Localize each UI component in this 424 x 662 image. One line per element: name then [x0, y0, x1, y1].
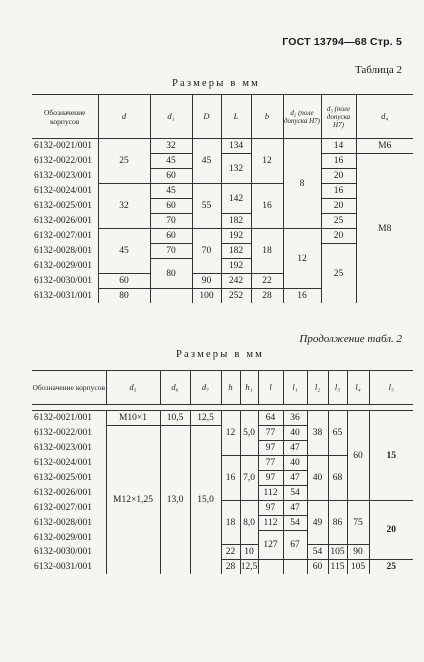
cell-l3: 65 — [328, 411, 347, 456]
cell-d: 45 — [98, 229, 150, 274]
units-label: Размеры в мм — [172, 78, 261, 89]
cell-l: 127 — [258, 531, 283, 560]
row-designation: 6132-0030/001 — [32, 545, 106, 560]
cell-L: 252 — [221, 289, 251, 304]
cell-d1: 70 — [150, 214, 192, 229]
cell-L: 132 — [221, 154, 251, 184]
cell-b: 18 — [251, 229, 283, 274]
row-designation: 6132-0021/001 — [32, 411, 106, 426]
cell-D: 55 — [192, 184, 221, 229]
cell-d6: 10,5 — [160, 411, 190, 426]
cell-l4: 90 — [347, 545, 369, 560]
row-designation: 6132-0028/001 — [32, 516, 106, 531]
cell-l: 97 — [258, 501, 283, 516]
cell-h1: 7,0 — [240, 456, 258, 501]
col-header-d5: d₅ — [106, 371, 160, 405]
cell-h1: 8,0 — [240, 501, 258, 545]
cell-h: 12 — [221, 411, 240, 456]
cell-d1: 60 — [150, 169, 192, 184]
cell-L: 134 — [221, 139, 251, 154]
cell-h: 28 — [221, 560, 240, 575]
row-designation: 6132-0021/001 — [32, 139, 98, 154]
cell-d7: 12,5 — [190, 411, 221, 426]
cell-d3: 14 — [321, 139, 356, 154]
row-designation: 6132-0027/001 — [32, 229, 98, 244]
cell-d2: 12 — [283, 229, 321, 289]
cell-h1: 12,5 — [240, 560, 258, 575]
cell-d: 25 — [98, 139, 150, 184]
cell-l1: 47 — [283, 501, 307, 516]
cell-L: 192 — [221, 229, 251, 244]
cell-d5: M12×1,25 — [106, 426, 160, 575]
row-designation: 6132-0030/001 — [32, 274, 98, 289]
row-designation: 6132-0025/001 — [32, 199, 98, 214]
row-designation: 6132-0023/001 — [32, 441, 106, 456]
cell-h: 18 — [221, 501, 240, 545]
cell-l4: 75 — [347, 501, 369, 545]
row-designation: 6132-0029/001 — [32, 531, 106, 545]
row-designation: 6132-0024/001 — [32, 456, 106, 471]
cell-l1: 47 — [283, 441, 307, 456]
cell-l1: 67 — [283, 531, 307, 560]
cell-d3: 20 — [321, 199, 356, 214]
row-designation: 6132-0026/001 — [32, 214, 98, 229]
cell-d3: 20 — [321, 169, 356, 184]
row-designation: 6132-0024/001 — [32, 184, 98, 199]
cell-l4: 105 — [347, 560, 369, 575]
cell-l2: 38 — [307, 411, 328, 456]
col-header-d2: d₂ (поле допуска H7) — [283, 95, 321, 139]
cell-l5: 25 — [369, 560, 413, 575]
cell-d3: 25 — [321, 244, 356, 304]
col-header-d7: d₇ — [190, 371, 221, 405]
cell-d: 60 — [98, 274, 150, 289]
cell-L: 182 — [221, 244, 251, 259]
cell-l1: 47 — [283, 471, 307, 486]
cell-l3: 86 — [328, 501, 347, 545]
cell-d4: M6 — [356, 139, 413, 154]
cell-d2: 16 — [283, 289, 321, 304]
cell-d3: 16 — [321, 154, 356, 169]
cell-d1: 45 — [150, 184, 192, 199]
cell-b: 12 — [251, 139, 283, 184]
cell-l: 97 — [258, 471, 283, 486]
page-header: ГОСТ 13794—68 Стр. 5 — [282, 36, 402, 48]
cell-d1: 32 — [150, 139, 192, 154]
cell-D: 45 — [192, 139, 221, 184]
row-designation: 6132-0025/001 — [32, 471, 106, 486]
row-designation: 6132-0022/001 — [32, 154, 98, 169]
cell-b: 28 — [251, 289, 283, 304]
cell-d: 80 — [98, 289, 150, 304]
col-header-d4: d₄ — [356, 95, 413, 139]
cell-d1-empty — [150, 289, 192, 304]
col-header-d: d — [98, 95, 150, 139]
cell-l1: 54 — [283, 486, 307, 501]
cell-b: 22 — [251, 274, 283, 289]
cell-d4: M8 — [356, 154, 413, 304]
cell-L: 192 — [221, 259, 251, 274]
cell-d2: 8 — [283, 139, 321, 229]
cell-h: 22 — [221, 545, 240, 560]
cell-h1: 5,0 — [240, 411, 258, 456]
col-header-designation: Обозначение корпусов — [32, 371, 106, 405]
cell-d1: 80 — [150, 259, 192, 289]
cell-d3: 25 — [321, 214, 356, 229]
cell-l: 112 — [258, 516, 283, 531]
col-header-b: b — [251, 95, 283, 139]
cell-l2: 40 — [307, 456, 328, 501]
cell-b: 16 — [251, 184, 283, 229]
cell-l: 77 — [258, 456, 283, 471]
dimensions-table — [32, 94, 413, 303]
cell-D: 100 — [192, 289, 221, 304]
cell-l1: 40 — [283, 426, 307, 441]
col-header-l3: l₃ — [328, 371, 347, 405]
cell-L: 242 — [221, 274, 251, 289]
cell-l: 77 — [258, 426, 283, 441]
col-header-designation: Обозначение корпусов — [32, 95, 98, 139]
cell-d6: 13,0 — [160, 426, 190, 575]
cell-l2: 54 — [307, 545, 328, 560]
cell-l1-empty — [283, 560, 307, 575]
cell-D: 90 — [192, 274, 221, 289]
cell-d5: M10×1 — [106, 411, 160, 426]
table-caption: Продолжение табл. 2 — [299, 333, 402, 345]
units-label: Размеры в мм — [176, 349, 265, 360]
col-header-l: l — [258, 371, 283, 405]
cell-l2: 60 — [307, 560, 328, 575]
cell-l1: 54 — [283, 516, 307, 531]
cell-h: 16 — [221, 456, 240, 501]
cell-l3: 68 — [328, 456, 347, 501]
cell-l3: 105 — [328, 545, 347, 560]
cell-l1: 36 — [283, 411, 307, 426]
cell-D: 70 — [192, 229, 221, 274]
cell-l5: 20 — [369, 501, 413, 560]
cell-d: 32 — [98, 184, 150, 229]
row-designation: 6132-0031/001 — [32, 560, 106, 575]
dimensions-table-continued — [32, 370, 413, 574]
cell-l1: 40 — [283, 456, 307, 471]
col-header-l5: l₅ — [369, 371, 413, 405]
cell-d7: 15,0 — [190, 426, 221, 575]
cell-L: 182 — [221, 214, 251, 229]
table-caption: Таблица 2 — [354, 64, 402, 76]
col-header-d3: d₃ (поле допуска H7) — [321, 95, 356, 139]
cell-d3: 16 — [321, 184, 356, 199]
cell-l3: 115 — [328, 560, 347, 575]
row-designation: 6132-0026/001 — [32, 486, 106, 501]
row-designation: 6132-0022/001 — [32, 426, 106, 441]
cell-d1: 70 — [150, 244, 192, 259]
col-header-l4: l₄ — [347, 371, 369, 405]
col-header-h: h — [221, 371, 240, 405]
cell-d1: 60 — [150, 199, 192, 214]
col-header-L: L — [221, 95, 251, 139]
col-header-D: D — [192, 95, 221, 139]
cell-L: 142 — [221, 184, 251, 214]
cell-d1: 60 — [150, 229, 192, 244]
row-designation: 6132-0031/001 — [32, 289, 98, 304]
cell-l: 64 — [258, 411, 283, 426]
cell-l: 112 — [258, 486, 283, 501]
cell-l4: 60 — [347, 411, 369, 501]
col-header-l1: l₁ — [283, 371, 307, 405]
row-designation: 6132-0029/001 — [32, 259, 98, 274]
row-designation: 6132-0028/001 — [32, 244, 98, 259]
cell-l-empty — [258, 560, 283, 575]
cell-d1: 45 — [150, 154, 192, 169]
col-header-l2: l₂ — [307, 371, 328, 405]
cell-l5: 15 — [369, 411, 413, 501]
row-designation: 6132-0023/001 — [32, 169, 98, 184]
row-designation: 6132-0027/001 — [32, 501, 106, 516]
col-header-d1: d₁ — [150, 95, 192, 139]
cell-d3: 20 — [321, 229, 356, 244]
col-header-d6: d₆ — [160, 371, 190, 405]
cell-h1: 10 — [240, 545, 258, 560]
col-header-h1: h₁ — [240, 371, 258, 405]
cell-l2: 49 — [307, 501, 328, 545]
cell-l: 97 — [258, 441, 283, 456]
